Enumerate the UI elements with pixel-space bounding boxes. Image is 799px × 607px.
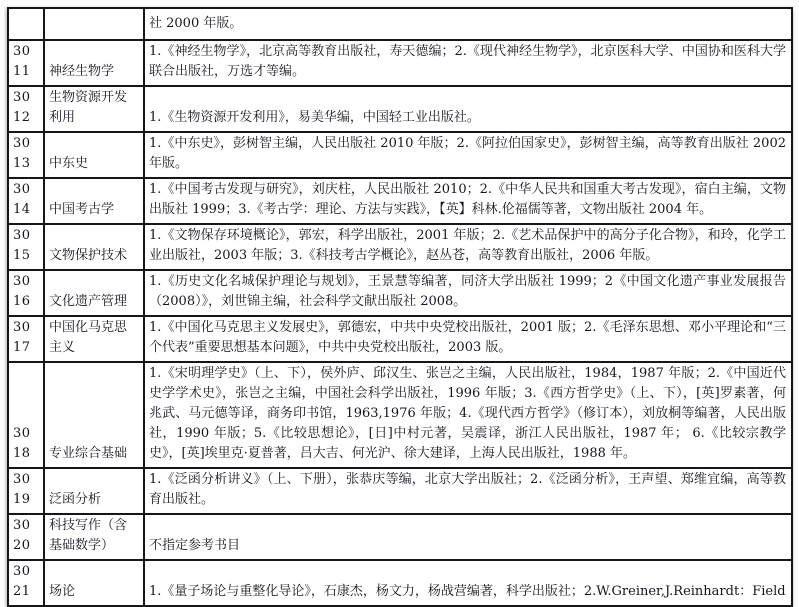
code-cell: 3020 (8, 514, 44, 560)
document-sheet (7, 7, 793, 607)
table-row (8, 316, 792, 362)
subject-cell: 生物资源开发利用 (44, 86, 144, 132)
code-cell: 3011 (8, 40, 44, 86)
code-cell (8, 8, 44, 40)
books-cell: 1.《泛函分析讲义》（上、下册），张恭庆等编，北京大学出版社；2.《泛函分析》，王声望、郑维宜编，高等教育出版社。 (144, 468, 792, 514)
books-cell: 1.《文物保存环境概论》，郭宏，科学出版社，2001 年版；2.《艺术品保护中的高分子化合物》，和玲，化学工业出版社，2003 年版；3.《科技考古学概论》，赵丛苍，高等教育出版社，2006 年版。 (144, 224, 792, 270)
table-row (8, 270, 792, 316)
code-cell: 3014 (8, 178, 44, 224)
books-cell: 1.《生物资源开发利用》，易美华编，中国轻工业出版社。 (144, 86, 792, 132)
table-row (8, 224, 792, 270)
subject-cell: 文化遗产管理 (44, 270, 144, 316)
subject-cell: 专业综合基础 (44, 362, 144, 468)
books-cell: 不指定参考书目 (144, 514, 792, 560)
subject-cell: 中国化马克思主义 (44, 316, 144, 362)
subject-cell (44, 8, 144, 40)
code-cell: 3015 (8, 224, 44, 270)
subject-cell: 中东史 (44, 132, 144, 178)
books-cell: 1.《中国考古发现与研究》，刘庆柱，人民出版社 2010；2.《中华人民共和国重大考古发现》，宿白主编，文物出版社 1999；3.《考古学：理论、方法与实践》，【英】科林.伦福儒等著，文物出版社 2004 年。 (144, 178, 792, 224)
table-row (8, 362, 792, 468)
books-cell: 1.《中国化马克思主义发展史》，郭德宏，中共中央党校出版社，2001 版；2.《毛泽东思想、邓小平理论和“三个代表”重要思想基本问题》，中共中央党校出版社，2003 版。 (144, 316, 792, 362)
books-cell: 1.《历史文化名城保护理论与规划》，王景慧等编著，同济大学出版社 1999；2《中国文化遗产事业发展报告（2008）》，刘世锦主编，社会科学文献出版社 2008。 (144, 270, 792, 316)
books-cell: 1.《宋明理学史》（上、下），侯外庐、邱汉生、张岂之主编，人民出版社，1984，1987 年版；2.《中国近代史学学术史》，张岂之主编，中国社会科学出版社，1996 年版；3.《西方哲学史》（上、下），[英]罗素著，何兆武、马元德等译，商务印书馆，1963,1976 年版；4.《现代西方哲学》（修订本），刘放桐等编著，人民出版社，1990 年版；5.《比较思想论》，[日]中村元著，吴震译，浙江人民出版社，1987 年； 6.《比较宗教学史》，[英]埃里克·夏普著，吕大吉、何光沪、徐大建译，上海人民出版社，1988 年。 (144, 362, 792, 468)
books-cell: 1.《神经生物学》，北京高等教育出版社，寿天德编；2.《现代神经生物学》，北京医科大学、中国协和医科大学联合出版社，万选才等编。 (144, 40, 792, 86)
subject-cell: 科技写作（含基础数学） (44, 514, 144, 560)
books-cell: 1.《中东史》，彭树智主编，人民出版社 2010 年版；2.《阿拉伯国家史》，彭树智主编，高等教育出版社 2002 年版。 (144, 132, 792, 178)
table-row (8, 132, 792, 178)
books-cell: 1.《量子场论与重整化导论》，石康杰，杨文力，杨战营编著，科学出版社；2.W.Greiner,J.Reinhardt：Field (144, 560, 792, 606)
reference-books-table (7, 7, 793, 607)
books-cell: 社 2000 年版。 (144, 8, 792, 40)
table-row (8, 468, 792, 514)
code-cell: 3019 (8, 468, 44, 514)
code-cell: 3017 (8, 316, 44, 362)
subject-cell: 场论 (44, 560, 144, 606)
subject-cell: 文物保护技术 (44, 224, 144, 270)
table-row (8, 40, 792, 86)
table-row (8, 86, 792, 132)
subject-cell: 中国考古学 (44, 178, 144, 224)
code-cell: 3012 (8, 86, 44, 132)
code-cell: 3021 (8, 560, 44, 606)
table-row (8, 8, 792, 40)
code-cell: 3013 (8, 132, 44, 178)
code-cell: 3016 (8, 270, 44, 316)
subject-cell: 神经生物学 (44, 40, 144, 86)
table-row (8, 178, 792, 224)
code-cell: 3018 (8, 362, 44, 468)
table-row (8, 514, 792, 560)
subject-cell: 泛函分析 (44, 468, 144, 514)
table-row (8, 560, 792, 606)
